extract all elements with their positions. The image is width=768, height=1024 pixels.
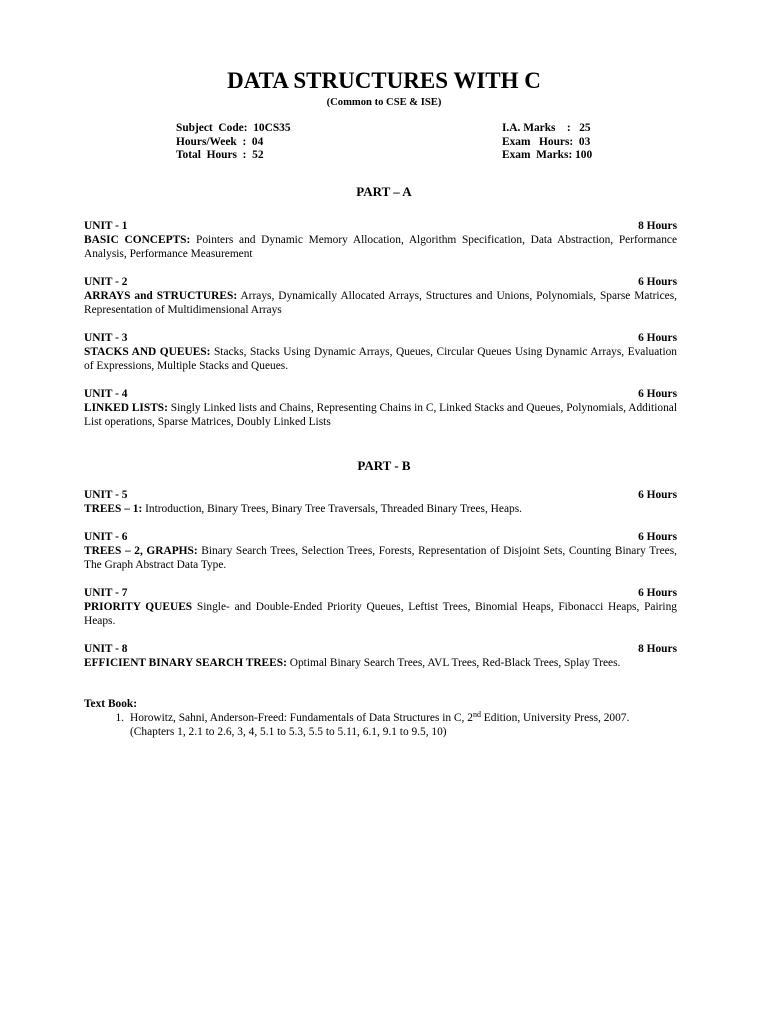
unit-topic-heading: TREES – 2, GRAPHS: [84,545,198,557]
unit-hours: 6 Hours [638,531,677,543]
unit-content [84,544,677,572]
unit-number: UNIT - 7 [84,587,128,599]
unit-number: UNIT - 4 [84,388,128,400]
unit-block [84,642,677,670]
page-title: DATA STRUCTURES WITH C [227,68,541,93]
unit-block [84,219,677,261]
unit-topics: Singly Linked lists and Chains, Representing Chains in C, Linked Stacks and Queues, Polynomials, Additional List operations, Sparse Matrices, Doubly Linked Lists [84,402,677,428]
unit-number: UNIT - 2 [84,276,128,288]
course-info-left [176,122,291,163]
unit-topics: Binary Search Trees, Selection Trees, Forests, Representation of Disjoint Sets, Counting Binary Trees, The Graph Abstract Data Type. [84,545,677,571]
unit-topics: Introduction, Binary Trees, Binary Tree Traversals, Threaded Binary Trees, Heaps. [142,503,522,515]
unit-block [84,586,677,628]
unit-topic-heading: EFFICIENT BINARY SEARCH TREES: [84,657,287,669]
unit-topics: Single- and Double-Ended Priority Queues, Leftist Trees, Binomial Heaps, Fibonacci Heaps, Pairing Heaps. [84,601,677,627]
unit-hours: 6 Hours [638,332,677,344]
part-b-heading: PART - B [357,458,411,473]
unit-number: UNIT - 6 [84,531,128,543]
unit-number: UNIT - 3 [84,332,128,344]
unit-number: UNIT - 8 [84,643,128,655]
unit-header [84,642,677,656]
unit-number: UNIT - 5 [84,489,128,501]
unit-topic-heading: PRIORITY QUEUES [84,601,193,613]
textbook-item-number: 1. [115,712,124,724]
unit-content [84,502,677,516]
unit-topics: Arrays, Dynamically Allocated Arrays, Structures and Unions, Polynomials, Sparse Matrices, Representation of Multidimensional Arrays [84,290,677,316]
unit-hours: 6 Hours [638,489,677,501]
unit-block [84,488,677,516]
unit-header [84,219,677,233]
unit-topic-heading: STACKS AND QUEUES: [84,346,211,358]
unit-topics: Optimal Binary Search Trees, AVL Trees, Red-Black Trees, Splay Trees. [286,657,621,669]
unit-header [84,387,677,401]
textbook-item [84,711,677,739]
textbook-item-text [130,711,677,739]
unit-topics: Pointers and Dynamic Memory Allocation, Algorithm Specification, Data Abstraction, Performance Analysis, Performance Measurement [84,234,678,260]
unit-topic-heading: TREES – 1: [84,503,143,515]
unit-hours: 6 Hours [638,276,677,288]
unit-header [84,586,677,600]
unit-topic-heading: BASIC CONCEPTS: [84,234,191,246]
unit-topic-heading: LINKED LISTS: [84,402,168,414]
course-info-right [502,122,592,163]
unit-hours: 8 Hours [638,643,677,655]
part-a-heading: PART – A [356,184,412,199]
unit-hours: 8 Hours [638,220,677,232]
unit-content [84,233,677,261]
unit-block [84,275,677,317]
ia-marks: I.A. Marks : 25 [502,122,591,134]
edition-superscript: nd [472,710,481,719]
unit-content [84,345,677,373]
unit-block [84,331,677,373]
unit-header [84,530,677,544]
unit-hours: 6 Hours [638,587,677,599]
total-hours: Total Hours : 52 [176,149,264,161]
exam-marks: Exam Marks: 100 [502,149,593,161]
unit-content [84,289,677,317]
textbook-citation: Horowitz, Sahni, Anderson-Freed: Fundamentals of Data Structures in C, 2 [130,712,473,724]
page-subtitle: (Common to CSE & ISE) [326,97,442,108]
unit-block [84,387,677,429]
unit-topic-heading: ARRAYS and STRUCTURES: [84,290,238,302]
unit-block [84,530,677,572]
textbook-citation-end: Edition, University Press, 2007. [480,712,630,724]
unit-header [84,331,677,345]
exam-hours: Exam Hours: 03 [502,135,591,148]
unit-content [84,656,677,670]
unit-header [84,488,677,502]
textbook-chapters: (Chapters 1, 2.1 to 2.6, 3, 4, 5.1 to 5.3, 5.5 to 5.11, 6.1, 9.1 to 9.5, 10) [130,726,447,738]
hours-per-week: Hours/Week : 04 [176,135,264,148]
subject-code: Subject Code: 10CS35 [176,122,291,134]
unit-number: UNIT - 1 [84,220,128,232]
textbook-heading: Text Book: [84,698,138,710]
unit-content [84,600,677,628]
unit-topics: Stacks, Stacks Using Dynamic Arrays, Queues, Circular Queues Using Dynamic Arrays, Evaluation of Expressions, Multiple Stacks and Queues. [84,346,677,372]
unit-hours: 6 Hours [638,388,677,400]
unit-content [84,401,677,429]
unit-header [84,275,677,289]
textbook-section [84,697,677,739]
